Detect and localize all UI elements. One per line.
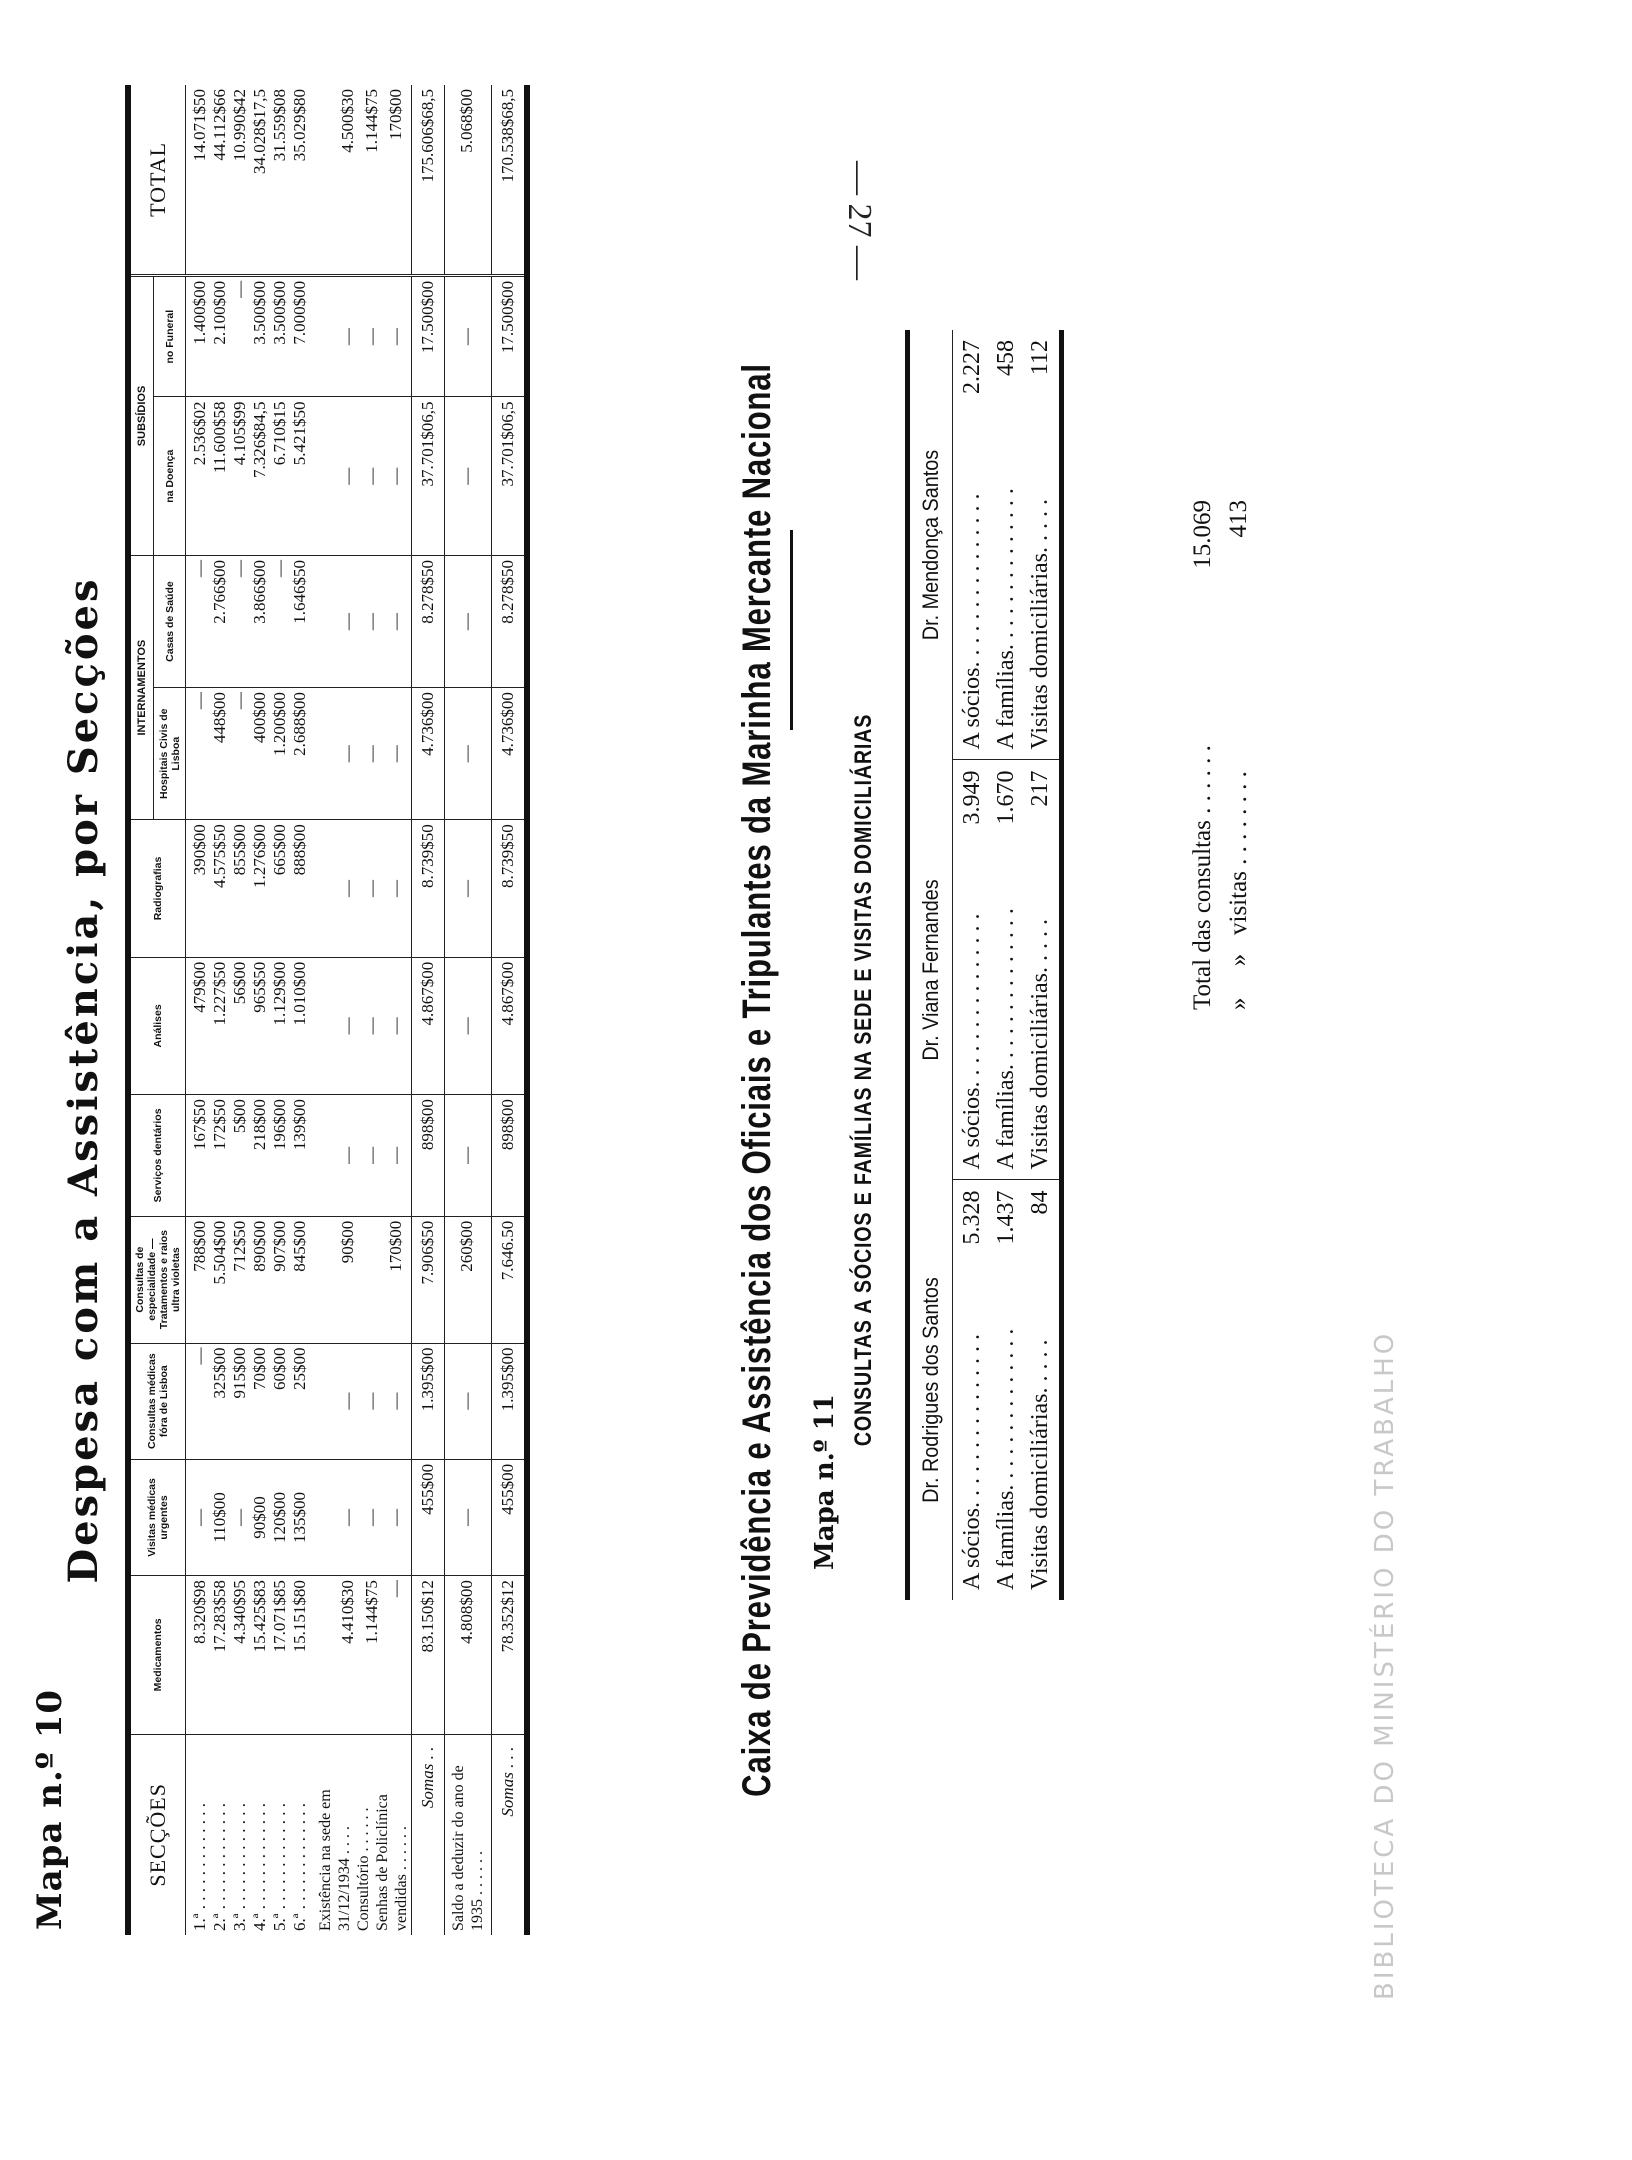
dash: —: [338, 745, 357, 763]
list-item: [989, 771, 1023, 1170]
row-dots: . . . . . . . . . . . . . . .: [959, 493, 985, 668]
extra-total: 4.500$30 1.144$75 170$00: [316, 85, 412, 275]
expense-table: [125, 85, 530, 1935]
somas-na-doenca: 37.701$06,5: [412, 397, 445, 556]
final-hospitais: 4.736$00: [492, 688, 528, 820]
final-casas-saude: 8.278$50: [492, 556, 528, 688]
row-dots: . . . . .: [1027, 1339, 1053, 1394]
somas-analises: 4.867$00: [412, 957, 445, 1094]
row-label: A sócios: [959, 667, 985, 750]
table-row-saldo: [445, 85, 492, 1935]
header-subsidios: SUBSÍDIOS: [128, 275, 154, 555]
label-existencia: Existência na sede em 31/12/1934 . . . .: [317, 1789, 353, 1931]
header-analises: Análises: [128, 957, 186, 1094]
dash: —: [338, 467, 357, 485]
row-dots: . . . . . . . . . . . . . .: [993, 908, 1019, 1071]
row-value: 3.949: [959, 770, 985, 825]
total-consultas-value: 15.069: [1189, 500, 1216, 569]
header-no-funeral: no Funeral: [154, 275, 186, 397]
saldo-consultas-fora: —: [445, 1343, 492, 1459]
doctor-name-3: Dr. Mendonça Santos: [908, 352, 953, 739]
dash: —: [386, 613, 405, 631]
total-visitas-value: 413: [1225, 500, 1252, 538]
cell-visitas: — 110$00 — 90$00 120$00 135$00: [186, 1459, 317, 1575]
label-saldo: Saldo a deduzir do ano de 1935 . . . . . .: [445, 1734, 492, 1935]
row-value: 1.437: [993, 1190, 1019, 1245]
dash: —: [386, 1146, 405, 1164]
list-item: [1023, 340, 1057, 750]
saldo-analises: —: [445, 957, 492, 1094]
extra-casas-saude: [316, 556, 412, 688]
row-label: Visitas domiciliárias: [1027, 1393, 1053, 1590]
dash: —: [338, 1392, 357, 1410]
final-radiografias: 8.739$50: [492, 820, 528, 957]
somas-dentarios: 898$00: [412, 1095, 445, 1217]
saldo-dentarios: —: [445, 1095, 492, 1217]
row-value: 5.328: [959, 1190, 985, 1245]
dash: —: [386, 328, 405, 346]
row-dots: . . . . .: [1027, 498, 1053, 553]
final-dentarios: 898$00: [492, 1095, 528, 1217]
row-label: Visitas domiciliárias: [1027, 972, 1053, 1170]
somas-consultas-fora: 1.395$00: [412, 1343, 445, 1459]
dash: —: [362, 1392, 381, 1410]
dash: —: [362, 613, 381, 631]
row-label: A famílias: [993, 1490, 1019, 1590]
row-label: Visitas domiciliárias: [1027, 552, 1053, 750]
header-radiografias: Radiografias: [128, 820, 186, 957]
saldo-visitas: —: [445, 1459, 492, 1575]
dash: —: [386, 1392, 405, 1410]
row-value: 112: [1027, 340, 1053, 376]
header-consultas-fora: Consultas médicas fóra de Lisboa: [128, 1343, 186, 1459]
list-item: [1023, 771, 1057, 1170]
header-hospitais: Hospitais Civis de Lisboa: [154, 688, 186, 820]
final-especialidade: 7.646.50: [492, 1216, 528, 1343]
cell-medicamentos: 8.320$98 17.283$58 4.340$95 15.425$83 17.071$85 15.151$80: [186, 1576, 317, 1735]
header-especialidade: Consultas de especialidade — Tratamentos e raios ultra violetas: [128, 1216, 186, 1343]
somas-especialidade: 7.906$50: [412, 1216, 445, 1343]
row-value: 1.670: [993, 770, 1019, 825]
extra-visitas: [316, 1459, 412, 1575]
row-label: A sócios: [959, 1507, 985, 1590]
final-no-funeral: 17.500$00: [492, 275, 528, 397]
row-label: A famílias: [993, 1070, 1019, 1170]
dash: —: [338, 1508, 357, 1526]
dash: —: [386, 745, 405, 763]
mapa-10-label: Mapa n.º 10: [30, 1688, 70, 1930]
header-na-doenca: na Doença: [154, 397, 186, 556]
dash: —: [362, 745, 381, 763]
somas-no-funeral: 17.500$00: [412, 275, 445, 397]
extra-na-doenca: [316, 397, 412, 556]
row-value: 458: [993, 340, 1019, 376]
dash: —: [338, 328, 357, 346]
caixa-title: Caixa de Previdência e Assistência dos Oficiais e Tripulantes da Marinha Mercante Nacional: [735, 363, 779, 1797]
saldo-no-funeral: —: [445, 275, 492, 397]
row-dots: . . . . . . . . . . . . . .: [993, 1328, 1019, 1491]
extra-dentarios: [316, 1095, 412, 1217]
dash: —: [338, 880, 357, 897]
extra-hospitais: [316, 688, 412, 820]
cell-hospitais: — 448$00 — 400$00 1.200$00 2.688$00: [186, 688, 317, 820]
cell-na-doenca: 2.536$02 11.600$58 4.105$99 7.326$84,5 6.710$15 5.421$50: [186, 397, 317, 556]
label-consultorio: Consultório . . . . . .: [355, 1807, 372, 1931]
saldo-medicamentos: 4.808$00: [445, 1576, 492, 1735]
cell-radiografias: 390$00 4.575$50 855$00 1.276$00 665$00 888$00: [186, 820, 317, 957]
header-medicamentos: Medicamentos: [128, 1576, 186, 1735]
dash: —: [362, 1017, 381, 1035]
table-row-somas-final: [492, 85, 528, 1935]
dash: —: [386, 467, 405, 485]
cell-dentarios: 167$50 172$50 5$00 218$00 196$00 139$00: [186, 1095, 317, 1217]
list-item: [955, 1191, 989, 1591]
dash: —: [362, 1508, 381, 1526]
header-dentarios: Serviços dentários: [128, 1095, 186, 1217]
list-item: [1023, 1191, 1057, 1591]
cell-analises: 479$00 1.227$50 56$00 965$50 1.129$00 1.010$00: [186, 957, 317, 1094]
total-visitas-label: » » visitas . . . . . . . .: [1225, 771, 1252, 1010]
dash: —: [362, 328, 381, 346]
saldo-hospitais: —: [445, 688, 492, 820]
somas-hospitais: 4.736$00: [412, 688, 445, 820]
extra-analises: [316, 957, 412, 1094]
row-value: 2.227: [959, 340, 985, 394]
saldo-total: 5.068$00: [445, 85, 492, 275]
table-row-somas: [412, 85, 445, 1935]
header-visitas: Visitas médicas urgentes: [128, 1459, 186, 1575]
extra-radiografias: [316, 820, 412, 957]
final-visitas: 455$00: [492, 1459, 528, 1575]
somas-total: 175.606$68,5: [412, 85, 445, 275]
cell-consultas-fora: — 325$00 915$00 70$00 60$00 25$00: [186, 1343, 317, 1459]
divider: [790, 530, 793, 730]
dash: —: [338, 613, 357, 631]
mapa-11-label: Mapa n.º 11: [810, 1394, 840, 1570]
extra-especialidade: 90$00 170$00: [316, 1216, 412, 1343]
extra-no-funeral: [316, 275, 412, 397]
saldo-na-doenca: —: [445, 397, 492, 556]
row-label: A sócios: [959, 1087, 985, 1170]
table-row-sections: [186, 85, 317, 1935]
cell-casas-saude: — 2.766$00 — 3.866$00 — 1.646$50: [186, 556, 317, 688]
row-dots: . . . . . . . . . . . . . .: [993, 488, 1019, 651]
somas-medicamentos: 83.150$12: [412, 1576, 445, 1735]
total-consultas-label: Total das consultas . . . . . .: [1189, 745, 1216, 1010]
doctor-name-2: Dr. Viana Fernandes: [908, 781, 953, 1159]
dash: —: [386, 880, 405, 897]
library-stamp: BIBLIOTECA DO MINISTÉRIO DO TRABALHO: [1370, 1330, 1400, 2000]
dash: —: [362, 1146, 381, 1164]
header-total: TOTAL: [128, 85, 186, 275]
row-dots: . . . . . . . . . . . . . . .: [959, 1333, 985, 1508]
saldo-casas-saude: —: [445, 556, 492, 688]
cell-no-funeral: 1.400$00 2.100$00 — 3.500$00 3.500$00 7.000$00: [186, 275, 317, 397]
row-value: 84: [1027, 1190, 1053, 1215]
label-somas: Somas . .: [412, 1734, 445, 1935]
total-visitas: [1221, 450, 1257, 1010]
final-consultas-fora: 1.395$00: [492, 1343, 528, 1459]
table-row: [953, 330, 1062, 1600]
dash: —: [362, 467, 381, 485]
page-number-text: — 27 —: [841, 161, 878, 280]
label-somas-final: Somas . . .: [492, 1734, 528, 1935]
final-total: 170.538$68,5: [492, 85, 528, 275]
dash: —: [338, 1017, 357, 1035]
extra-labels: [316, 1734, 412, 1935]
somas-casas-saude: 8.278$50: [412, 556, 445, 688]
row-label: A famílias: [993, 650, 1019, 750]
mapa-11-title: CONSULTAS A SÓCIOS E FAMÍLIAS NA SEDE E VISITAS DOMICILIÁRIAS: [850, 713, 877, 1447]
dash: —: [386, 1508, 405, 1526]
saldo-radiografias: —: [445, 820, 492, 957]
mapa-10-title: Despesa com a Assistência, por Secções: [60, 576, 107, 1584]
cell-especialidade: 788$00 5.504$00 712$50 890$00 907$00 845$00: [186, 1216, 317, 1343]
header-casas-saude: Casas de Saúde: [154, 556, 186, 688]
list-item: [989, 340, 1023, 750]
final-analises: 4.867$00: [492, 957, 528, 1094]
cell-total: 14.071$50 44.112$66 10.990$42 34.028$17,5 31.559$08 35.029$80: [186, 85, 317, 275]
row-dots: . . . . .: [1027, 918, 1053, 973]
list-item: [955, 771, 989, 1170]
total-consultas: [1185, 450, 1221, 1010]
table-row-extras: [316, 85, 412, 1935]
dash: —: [386, 1017, 405, 1035]
dash: —: [362, 880, 381, 897]
final-na-doenca: 37.701$06,5: [492, 397, 528, 556]
somas-visitas: 455$00: [412, 1459, 445, 1575]
header-internamentos: INTERNAMENTOS: [128, 556, 154, 820]
extra-consultas-fora: [316, 1343, 412, 1459]
doctor-column-2: [953, 760, 1062, 1180]
list-item: [989, 1191, 1023, 1591]
somas-radiografias: 8.739$50: [412, 820, 445, 957]
saldo-especialidade: 260$00: [445, 1216, 492, 1343]
final-medicamentos: 78.352$12: [492, 1576, 528, 1735]
row-value: 217: [1027, 770, 1053, 807]
row-dots: . . . . . . . . . . . . . . .: [959, 913, 985, 1088]
list-item: [955, 340, 989, 750]
label-senhas: Senhas de Policlínica vendidas . . . . . .: [374, 1794, 410, 1931]
doctor-name-1: Dr. Rodrigues dos Santos: [908, 1201, 953, 1579]
consultations-table: [905, 330, 1064, 1600]
section-labels: 1.ª . . . . . . . . . . . . . 2.ª . . . . . . . . . . . . . 3.ª . . . . . . . . . . . . . 4.ª . . . . . . . . . . . . . 5.ª . . . . . . . . . . . . . 6.ª . . . . . . . . . . . . .: [186, 1734, 317, 1935]
doctor-column-3: [953, 330, 1062, 760]
extra-medicamentos: 4.410$30 1.144$75 —: [316, 1576, 412, 1735]
header-seccoes: SECÇÕES: [128, 1734, 186, 1935]
doctor-column-1: [953, 1180, 1062, 1600]
dash: —: [338, 1146, 357, 1164]
totals-block: [1185, 450, 1257, 1010]
